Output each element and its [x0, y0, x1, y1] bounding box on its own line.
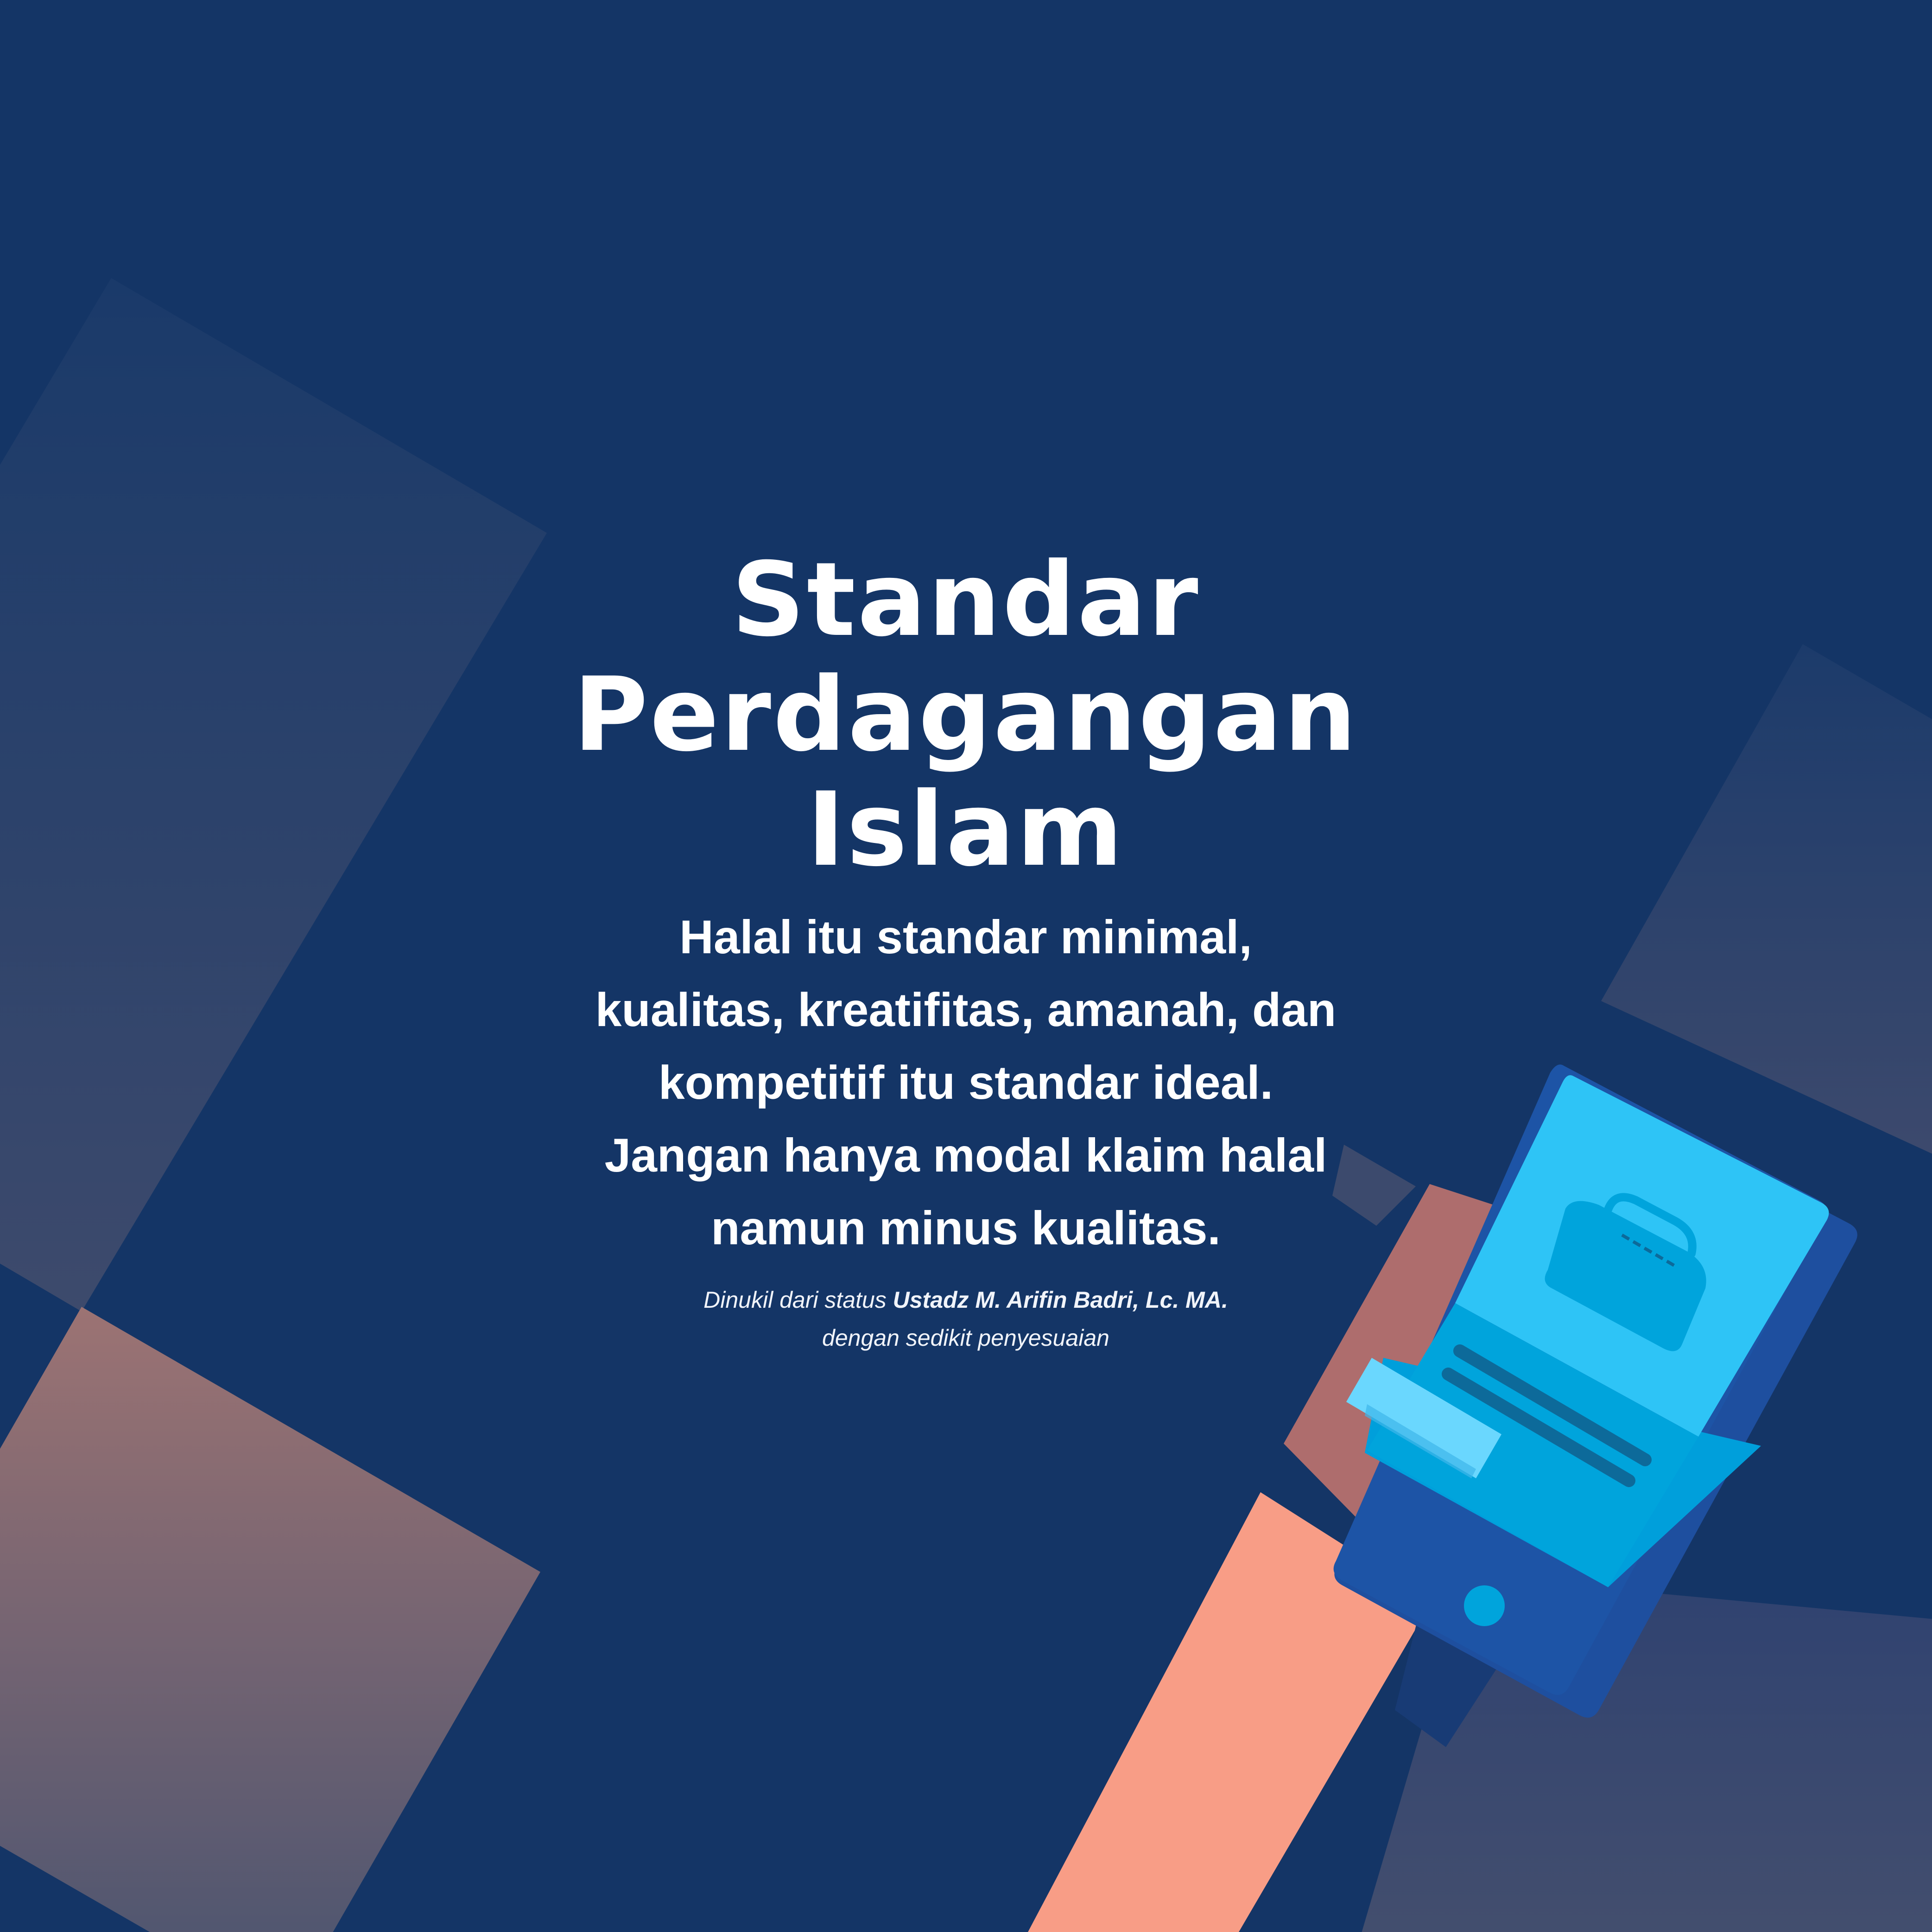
quote-line-5: namun minus kualitas.	[711, 1202, 1221, 1254]
title-line-1: Standar	[731, 540, 1200, 659]
right-top-tile	[1601, 644, 1932, 1182]
quote-line-3: kompetitif itu standar ideal.	[658, 1056, 1273, 1109]
credit-line-1	[502, 1281, 1429, 1319]
title-line-2: Perdagangan	[573, 655, 1358, 774]
quote-text	[502, 901, 1429, 1265]
page-title	[502, 542, 1429, 887]
credit-suffix: dengan sedikit penyesuaian	[822, 1325, 1109, 1351]
credit-prefix: Dinukil dari status	[703, 1287, 893, 1313]
quote-line-4: Jangan hanya modal klaim halal	[604, 1129, 1327, 1182]
left-bottom-tile	[0, 1307, 540, 1932]
phone-home-button	[1464, 1585, 1505, 1626]
source-credit	[502, 1281, 1429, 1357]
text-block	[502, 542, 1429, 1357]
title-line-3: Islam	[807, 770, 1125, 889]
left-top-tile	[0, 278, 547, 1311]
credit-author: Ustadz M. Arifin Badri, Lc. MA.	[893, 1287, 1228, 1313]
quote-line-2: kualitas, kreatifitas, amanah, dan	[595, 983, 1337, 1036]
quote-line-1: Halal itu standar minimal,	[679, 911, 1252, 963]
